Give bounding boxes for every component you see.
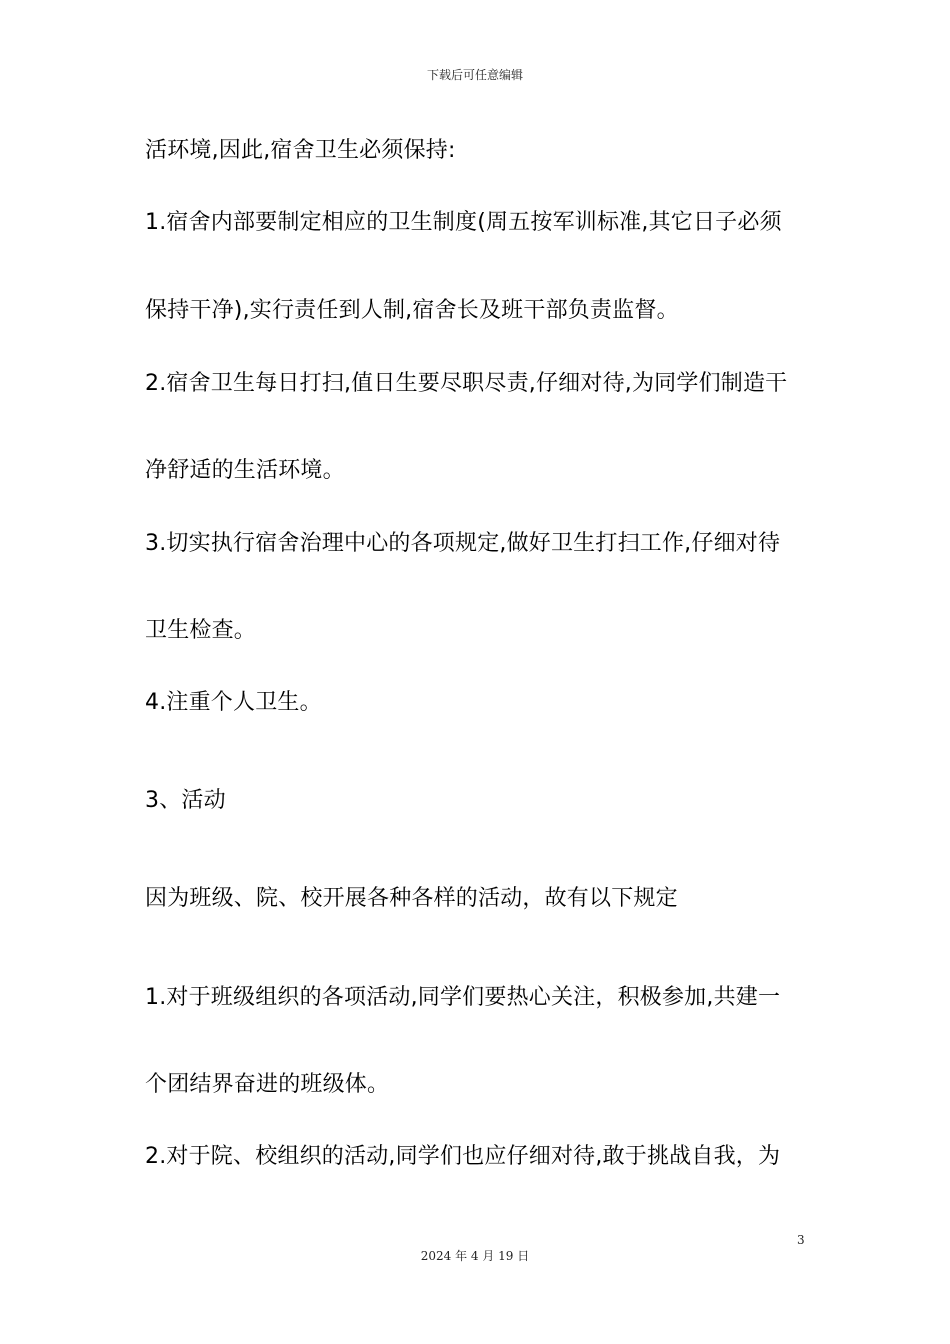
body-line: 净舒适的生活环境。 — [145, 458, 345, 483]
body-line: 1.宿舍内部要制定相应的卫生制度(周五按军训标准,其它日子必须 — [145, 210, 782, 235]
body-line: 4.注重个人卫生。 — [145, 690, 322, 715]
body-line: 2.对于院、校组织的活动,同学们也应仔细对待,敢于挑战自我，为 — [145, 1144, 781, 1169]
body-line: 活环境,因此,宿舍卫生必须保持: — [145, 138, 456, 163]
page-footer-date: 2024 年 4 月 19 日 — [420, 1249, 530, 1263]
body-line: 2.宿舍卫生每日打扫,值日生要尽职尽责,仔细对待,为同学们制造干 — [145, 371, 788, 396]
body-line: 个团结界奋进的班级体。 — [145, 1072, 390, 1097]
page-header: 下载后可任意编辑 — [426, 68, 523, 82]
section-heading: 3、活动 — [145, 788, 226, 813]
body-line: 1.对于班级组织的各项活动,同学们要热心关注，积极参加,共建一 — [145, 985, 781, 1010]
body-line: 3.切实执行宿舍治理中心的各项规定,做好卫生打扫工作,仔细对待 — [145, 531, 781, 556]
page-number: 3 — [797, 1233, 805, 1247]
body-line: 保持干净),实行责任到人制,宿舍长及班干部负责监督。 — [145, 298, 679, 323]
body-line: 因为班级、院、校开展各种各样的活动，故有以下规定 — [145, 886, 678, 911]
body-line: 卫生检查。 — [145, 618, 257, 643]
